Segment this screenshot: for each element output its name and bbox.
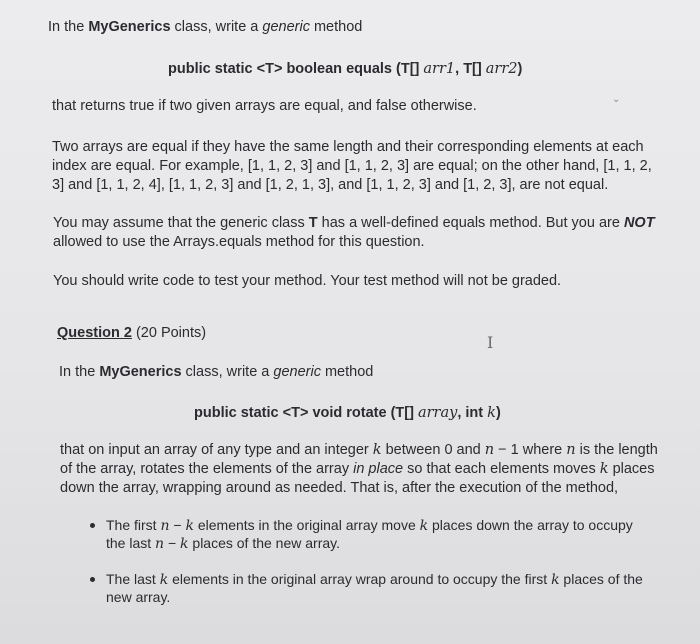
q2-method-signature: public static <T> void rotate (T[] array, int k): [194, 405, 501, 421]
stray-mark: ⌄: [612, 94, 621, 105]
bullet-icon: [90, 523, 95, 528]
q2-intro: In the MyGenerics class, write a generic method: [59, 364, 374, 380]
q1-returns-text: that returns true if two given arrays are equal, and false otherwise.: [52, 98, 477, 114]
q2-bullet-line: The first n − k elements in the original array move k places down the array to occupy: [106, 517, 633, 534]
q2-description-line: that on input an array of any type and an integer k between 0 and n − 1 where n is the length: [60, 442, 658, 458]
bullet-icon: [90, 577, 95, 582]
q2-bullet-line: the last n − k places of the new array.: [106, 535, 340, 552]
q1-assumption-line: You may assume that the generic class T has a well-defined equals method. But you are NOT: [53, 215, 655, 231]
q2-bullet-line: The last k elements in the original array wrap around to occupy the first k places of the: [106, 571, 643, 588]
q1-method-signature: public static <T> boolean equals (T[] arr1, T[] arr2): [168, 61, 523, 77]
q2-bullet-line: new array.: [106, 589, 171, 605]
q1-test-note: You should write code to test your method. Your test method will not be graded.: [53, 273, 562, 289]
q1-definition-line: index are equal. For example, [1, 1, 2, 3] and [1, 1, 2, 3] are equal; on the other hand, [1, 1, 2,: [52, 158, 652, 174]
q1-definition-line: Two arrays are equal if they have the same length and their corresponding elements at each: [52, 139, 644, 155]
q2-heading: Question 2 (20 Points): [57, 325, 207, 341]
q2-description-line: down the array, wrapping around as needed. That is, after the execution of the method,: [60, 480, 619, 496]
text-cursor-icon: I: [487, 333, 494, 352]
q1-assumption-line: allowed to use the Arrays.equals method for this question.: [53, 234, 425, 250]
q1-definition-line: 3] and [1, 1, 2, 4], [1, 1, 2, 3] and [1, 2, 1, 3], and [1, 1, 2, 3] and [1, 2, 3], are not equal.: [52, 177, 609, 193]
q2-description-line: of the array, rotates the elements of the array in place so that each elements moves k places: [60, 461, 655, 477]
q1-intro: In the MyGenerics class, write a generic method: [48, 19, 363, 35]
